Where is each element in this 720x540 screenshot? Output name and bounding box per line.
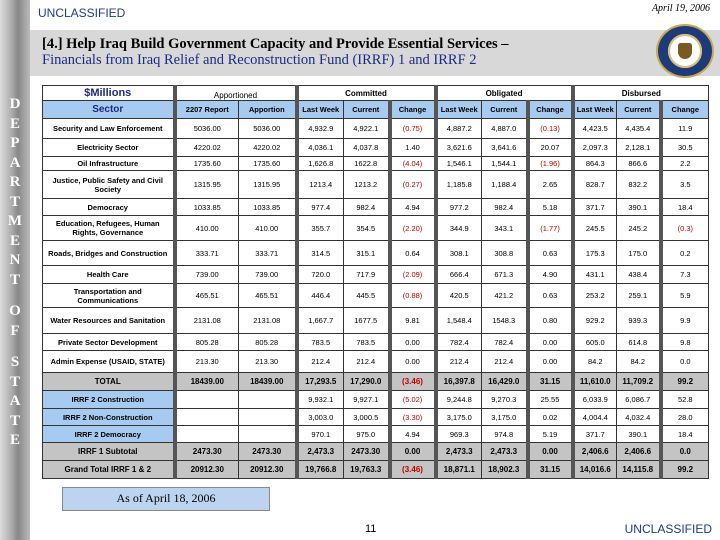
value-cell: 253.2 xyxy=(573,284,617,308)
value-cell: 0.0 xyxy=(661,443,709,461)
group-obligated: Obligated xyxy=(436,86,573,101)
value-cell: 19,766.8 xyxy=(297,461,344,479)
value-cell: 783.5 xyxy=(297,334,344,351)
table-row xyxy=(43,199,709,216)
value-cell: 16,429.0 xyxy=(482,373,528,391)
value-cell: 1315.95 xyxy=(239,171,297,199)
sector-cell: Security and Law Enforcement xyxy=(43,119,175,139)
value-cell: 3,621.6 xyxy=(436,139,482,157)
table-row xyxy=(43,171,709,199)
side-letter: E xyxy=(9,115,20,132)
table-row xyxy=(43,157,709,171)
value-cell: 5036.00 xyxy=(239,119,297,139)
value-cell: 720.0 xyxy=(297,266,344,284)
value-cell: 19,763.3 xyxy=(344,461,390,479)
table-row xyxy=(43,266,709,284)
value-cell: 4220.02 xyxy=(175,139,239,157)
side-letter: D xyxy=(9,96,21,112)
value-cell: 0.00 xyxy=(528,351,573,373)
value-cell: 1,188.4 xyxy=(482,171,528,199)
value-cell: 0.00 xyxy=(528,443,573,461)
value-cell: 9.9 xyxy=(661,308,709,334)
value-cell: 52.8 xyxy=(661,391,709,409)
value-cell: 982.4 xyxy=(344,199,390,216)
value-cell: 4220.02 xyxy=(239,139,297,157)
column-header: Last Week xyxy=(436,101,482,119)
value-cell: 1315.95 xyxy=(175,171,239,199)
value-cell: 974.8 xyxy=(482,426,528,443)
value-cell: 0.64 xyxy=(390,241,436,266)
side-letter: R xyxy=(9,174,21,190)
sector-cell: Admin Expense (USAID, STATE) xyxy=(43,351,175,373)
value-cell: 1,626.8 xyxy=(297,157,344,171)
value-cell: 832.2 xyxy=(617,171,661,199)
value-cell xyxy=(239,409,297,426)
side-letter xyxy=(0,341,30,353)
value-cell: 1,544.1 xyxy=(482,157,528,171)
value-cell: 783.5 xyxy=(344,334,390,351)
value-cell: 9,244.8 xyxy=(436,391,482,409)
side-letter: O xyxy=(9,303,21,319)
value-cell: 4,922.1 xyxy=(344,119,390,139)
value-cell: 11.9 xyxy=(661,119,709,139)
side-letter: T xyxy=(9,271,20,288)
side-letter: A xyxy=(9,393,21,409)
value-cell: 20912.30 xyxy=(175,461,239,479)
value-cell: 315.1 xyxy=(344,241,390,266)
value-cell: 1735.60 xyxy=(175,157,239,171)
table-row xyxy=(43,426,709,443)
value-cell: 782.4 xyxy=(482,334,528,351)
value-cell: (0.27) xyxy=(390,171,436,199)
value-cell: 446.4 xyxy=(297,284,344,308)
table-row xyxy=(43,391,709,409)
value-cell: 99.2 xyxy=(661,373,709,391)
column-header: Current xyxy=(617,101,661,119)
value-cell: 333.71 xyxy=(239,241,297,266)
value-cell: 4,036.1 xyxy=(297,139,344,157)
value-cell: 4,032.4 xyxy=(617,409,661,426)
value-cell: 18439.00 xyxy=(175,373,239,391)
value-cell xyxy=(239,391,297,409)
side-letter: E xyxy=(9,432,20,448)
value-cell: 438.4 xyxy=(617,266,661,284)
table-row xyxy=(43,334,709,351)
value-cell: 1.40 xyxy=(390,139,436,157)
department-of-state-vertical xyxy=(0,95,30,451)
value-cell: 333.71 xyxy=(175,241,239,266)
value-cell: 3,175.0 xyxy=(482,409,528,426)
value-cell: (1.77) xyxy=(528,216,573,241)
value-cell: 4,932.9 xyxy=(297,119,344,139)
side-letter: M xyxy=(7,213,23,229)
column-header: Sector xyxy=(43,101,175,119)
value-cell: 1,667.7 xyxy=(297,308,344,334)
classification-bottom: UNCLASSIFIED xyxy=(624,522,712,536)
value-cell: 4,887.0 xyxy=(482,119,528,139)
value-cell: 671.3 xyxy=(482,266,528,284)
value-cell: 3,641.6 xyxy=(482,139,528,157)
value-cell: 0.80 xyxy=(528,308,573,334)
side-letter: T xyxy=(9,373,20,390)
column-header: Apportion xyxy=(239,101,297,119)
value-cell: 16,397.8 xyxy=(436,373,482,391)
sector-cell: Roads, Bridges and Construction xyxy=(43,241,175,266)
value-cell: 0.0 xyxy=(661,351,709,373)
value-cell: (0.75) xyxy=(390,119,436,139)
value-cell: 605.0 xyxy=(573,334,617,351)
value-cell: 0.00 xyxy=(390,443,436,461)
table-row xyxy=(43,216,709,241)
title-line-2: Financials from Iraq Relief and Reconstruction Fund (IRRF) 1 and IRRF 2 xyxy=(42,52,477,68)
value-cell: 2473.30 xyxy=(239,443,297,461)
side-letter: N xyxy=(9,252,21,268)
value-cell: 717.9 xyxy=(344,266,390,284)
column-header: Current xyxy=(344,101,390,119)
value-cell: 866.6 xyxy=(617,157,661,171)
value-cell: (3.46) xyxy=(390,373,436,391)
value-cell: 371.7 xyxy=(573,426,617,443)
value-cell: 2473.30 xyxy=(175,443,239,461)
value-cell: 212.4 xyxy=(436,351,482,373)
value-cell: 99.2 xyxy=(661,461,709,479)
sector-cell: Transportation and Communications xyxy=(43,284,175,308)
value-cell: 20.07 xyxy=(528,139,573,157)
title-line-1: [4.] Help Iraq Build Government Capacity and Provide Essential Services – xyxy=(42,36,509,52)
value-cell: 308.8 xyxy=(482,241,528,266)
value-cell: 975.0 xyxy=(344,426,390,443)
value-cell: 0.00 xyxy=(390,334,436,351)
value-cell: 410.00 xyxy=(239,216,297,241)
side-letter: A xyxy=(9,154,21,171)
value-cell: 2.65 xyxy=(528,171,573,199)
column-header: Last Week xyxy=(573,101,617,119)
value-cell: 2473.30 xyxy=(344,443,390,461)
value-cell: 0.63 xyxy=(528,241,573,266)
value-cell: 4,435.4 xyxy=(617,119,661,139)
financials-table xyxy=(42,85,709,479)
value-cell: 465.51 xyxy=(239,284,297,308)
value-cell: 25.55 xyxy=(528,391,573,409)
table-row xyxy=(43,409,709,426)
value-cell: 5.18 xyxy=(528,199,573,216)
value-cell: 1677.5 xyxy=(344,308,390,334)
value-cell: 420.5 xyxy=(436,284,482,308)
value-cell: 175.3 xyxy=(573,241,617,266)
side-letter: E xyxy=(9,232,20,249)
value-cell: 4.94 xyxy=(390,426,436,443)
value-cell: 259.1 xyxy=(617,284,661,308)
value-cell: 3,175.0 xyxy=(436,409,482,426)
sector-cell: Education, Refugees, Human Rights, Governance xyxy=(43,216,175,241)
value-cell: 7.3 xyxy=(661,266,709,284)
value-cell: (3.30) xyxy=(390,409,436,426)
value-cell: 6,033.9 xyxy=(573,391,617,409)
value-cell: 1213.2 xyxy=(344,171,390,199)
value-cell: 212.4 xyxy=(482,351,528,373)
value-cell: 343.1 xyxy=(482,216,528,241)
value-cell: 0.02 xyxy=(528,409,573,426)
value-cell: 2,473.3 xyxy=(482,443,528,461)
value-cell: 805.28 xyxy=(175,334,239,351)
state-department-seal-icon xyxy=(656,24,714,78)
sector-cell: Justice, Public Safety and Civil Society xyxy=(43,171,175,199)
value-cell: (1.96) xyxy=(528,157,573,171)
value-cell: 4.94 xyxy=(390,199,436,216)
value-cell: 18,902.3 xyxy=(482,461,528,479)
value-cell: 308.1 xyxy=(436,241,482,266)
value-cell: 1213.4 xyxy=(297,171,344,199)
value-cell: 2,473.3 xyxy=(436,443,482,461)
sector-cell: IRRF 1 Subtotal xyxy=(43,443,175,461)
page-number: 11 xyxy=(365,523,377,535)
value-cell: 4,037.8 xyxy=(344,139,390,157)
date: April 19, 2006 xyxy=(651,3,710,14)
sector-cell: Private Sector Development xyxy=(43,334,175,351)
value-cell: 2131.08 xyxy=(239,308,297,334)
value-cell: 1622.8 xyxy=(344,157,390,171)
value-cell: 371.7 xyxy=(573,199,617,216)
value-cell: 1,546.1 xyxy=(436,157,482,171)
value-cell: 245.2 xyxy=(617,216,661,241)
value-cell: (0.88) xyxy=(390,284,436,308)
value-cell: 5036.00 xyxy=(175,119,239,139)
value-cell: 828.7 xyxy=(573,171,617,199)
value-cell: 0.63 xyxy=(528,284,573,308)
value-cell: 354.5 xyxy=(344,216,390,241)
group-apportioned: Apportioned xyxy=(175,86,297,101)
value-cell: 9.81 xyxy=(390,308,436,334)
value-cell: 5.9 xyxy=(661,284,709,308)
value-cell: 939.3 xyxy=(617,308,661,334)
value-cell: 864.3 xyxy=(573,157,617,171)
value-cell: 1735.60 xyxy=(239,157,297,171)
value-cell: 314.5 xyxy=(297,241,344,266)
value-cell: 805.28 xyxy=(239,334,297,351)
value-cell: 18,871.1 xyxy=(436,461,482,479)
value-cell: 465.51 xyxy=(175,284,239,308)
value-cell: 4,423.5 xyxy=(573,119,617,139)
sector-cell: Oil Infrastructure xyxy=(43,157,175,171)
value-cell: (3.46) xyxy=(390,461,436,479)
value-cell: 212.4 xyxy=(344,351,390,373)
value-cell: 4.90 xyxy=(528,266,573,284)
value-cell: 84.2 xyxy=(617,351,661,373)
value-cell: 9,932.1 xyxy=(297,391,344,409)
value-cell: (0.3) xyxy=(661,216,709,241)
column-header: 2207 Report xyxy=(175,101,239,119)
column-header: Change xyxy=(528,101,573,119)
value-cell: 11,709.2 xyxy=(617,373,661,391)
column-header: Change xyxy=(390,101,436,119)
value-cell: 31.15 xyxy=(528,461,573,479)
value-cell: 4,004.4 xyxy=(573,409,617,426)
value-cell: (5.02) xyxy=(390,391,436,409)
value-cell: 175.0 xyxy=(617,241,661,266)
value-cell: 355.7 xyxy=(297,216,344,241)
value-cell: 11,610.0 xyxy=(573,373,617,391)
sector-cell: TOTAL xyxy=(43,373,175,391)
sector-cell: Democracy xyxy=(43,199,175,216)
table-row xyxy=(43,119,709,139)
value-cell: 14,115.8 xyxy=(617,461,661,479)
value-cell: 739.00 xyxy=(175,266,239,284)
value-cell: 3.5 xyxy=(661,171,709,199)
value-cell: 969.3 xyxy=(436,426,482,443)
group-committed: Committed xyxy=(297,86,436,101)
value-cell xyxy=(239,426,297,443)
value-cell: 28.0 xyxy=(661,409,709,426)
value-cell: 31.15 xyxy=(528,373,573,391)
value-cell: 390.1 xyxy=(617,199,661,216)
value-cell: 18.4 xyxy=(661,199,709,216)
sector-cell: IRRF 2 Construction xyxy=(43,391,175,409)
value-cell: 213.30 xyxy=(239,351,297,373)
value-cell: 1033.85 xyxy=(175,199,239,216)
value-cell: 421.2 xyxy=(482,284,528,308)
value-cell: 614.8 xyxy=(617,334,661,351)
sector-cell: Health Care xyxy=(43,266,175,284)
value-cell: 9,270.3 xyxy=(482,391,528,409)
value-cell: 30.5 xyxy=(661,139,709,157)
side-letter: T xyxy=(9,193,20,210)
value-cell: 2.2 xyxy=(661,157,709,171)
value-cell: 6,086.7 xyxy=(617,391,661,409)
value-cell: 1548.3 xyxy=(482,308,528,334)
value-cell: 982.4 xyxy=(482,199,528,216)
value-cell xyxy=(175,391,239,409)
value-cell: (4.04) xyxy=(390,157,436,171)
table-row xyxy=(43,284,709,308)
value-cell: 431.1 xyxy=(573,266,617,284)
units-label: $Millions xyxy=(43,86,175,101)
value-cell: 0.00 xyxy=(528,334,573,351)
value-cell: 782.4 xyxy=(436,334,482,351)
table-row xyxy=(43,373,709,391)
value-cell: 1,548.4 xyxy=(436,308,482,334)
value-cell: 17,293.5 xyxy=(297,373,344,391)
value-cell: 20912.30 xyxy=(239,461,297,479)
value-cell: 2,406.6 xyxy=(617,443,661,461)
value-cell: 977.4 xyxy=(297,199,344,216)
value-cell: 2,406.6 xyxy=(573,443,617,461)
sector-cell: Water Resources and Sanitation xyxy=(43,308,175,334)
value-cell: (2.20) xyxy=(390,216,436,241)
value-cell: 929.2 xyxy=(573,308,617,334)
value-cell: 17,290.0 xyxy=(344,373,390,391)
sector-cell: IRRF 2 Non-Construction xyxy=(43,409,175,426)
value-cell: 9.8 xyxy=(661,334,709,351)
value-cell: 2,473.3 xyxy=(297,443,344,461)
value-cell: 445.5 xyxy=(344,284,390,308)
value-cell: (0.13) xyxy=(528,119,573,139)
side-letter: T xyxy=(9,412,20,429)
side-letter: S xyxy=(10,354,20,370)
group-disbursed: Disbursed xyxy=(573,86,709,101)
value-cell: 18439.00 xyxy=(239,373,297,391)
value-cell: 410.00 xyxy=(175,216,239,241)
value-cell: 3,000.5 xyxy=(344,409,390,426)
value-cell: 3,003.0 xyxy=(297,409,344,426)
value-cell: 666.4 xyxy=(436,266,482,284)
table-row xyxy=(43,443,709,461)
value-cell: 245.5 xyxy=(573,216,617,241)
value-cell: 213.30 xyxy=(175,351,239,373)
table-row xyxy=(43,139,709,157)
value-cell: 18.4 xyxy=(661,426,709,443)
value-cell: 14,016.6 xyxy=(573,461,617,479)
column-header: Current xyxy=(482,101,528,119)
value-cell: 390.1 xyxy=(617,426,661,443)
value-cell: 4,887.2 xyxy=(436,119,482,139)
column-header: Change xyxy=(661,101,709,119)
side-letter: P xyxy=(10,135,20,151)
table-row xyxy=(43,461,709,479)
value-cell: (2.09) xyxy=(390,266,436,284)
sector-cell: Electricity Sector xyxy=(43,139,175,157)
value-cell: 977.2 xyxy=(436,199,482,216)
value-cell: 0.2 xyxy=(661,241,709,266)
value-cell xyxy=(175,426,239,443)
value-cell: 344.9 xyxy=(436,216,482,241)
value-cell: 1033.85 xyxy=(239,199,297,216)
side-letter: F xyxy=(10,322,20,339)
value-cell: 970.1 xyxy=(297,426,344,443)
value-cell: 84.2 xyxy=(573,351,617,373)
value-cell: 2,128.1 xyxy=(617,139,661,157)
value-cell: 2,097.3 xyxy=(573,139,617,157)
value-cell xyxy=(175,409,239,426)
value-cell: 9,927.1 xyxy=(344,391,390,409)
side-letter xyxy=(0,290,30,302)
value-cell: 0.00 xyxy=(390,351,436,373)
column-header: Last Week xyxy=(297,101,344,119)
classification-top: UNCLASSIFIED xyxy=(38,6,126,20)
table-row xyxy=(43,351,709,373)
value-cell: 2131.08 xyxy=(175,308,239,334)
sector-cell: IRRF 2 Democracy xyxy=(43,426,175,443)
sector-cell: Grand Total IRRF 1 & 2 xyxy=(43,461,175,479)
value-cell: 212.4 xyxy=(297,351,344,373)
as-of-note: As of April 18, 2006 xyxy=(62,487,270,511)
table-row xyxy=(43,241,709,266)
table-row xyxy=(43,308,709,334)
value-cell: 1,185.8 xyxy=(436,171,482,199)
value-cell: 5.19 xyxy=(528,426,573,443)
value-cell: 739.00 xyxy=(239,266,297,284)
